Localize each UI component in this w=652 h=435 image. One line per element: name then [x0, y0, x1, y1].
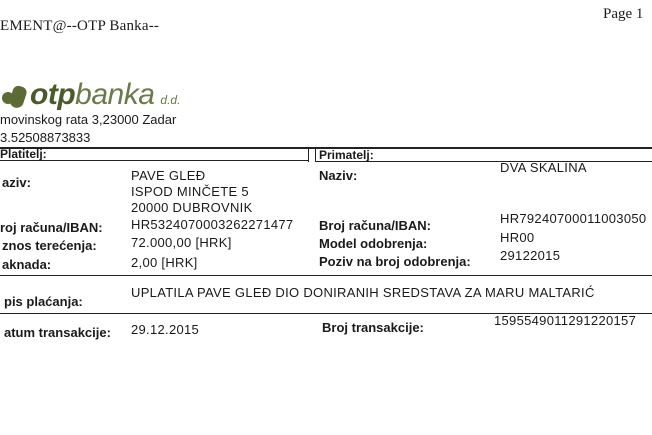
recipient-name-value: DVA SKALINA — [500, 160, 587, 175]
description-top-rule — [0, 275, 652, 276]
payer-amount-label: znos terećenja: — [2, 238, 97, 253]
recipient-account-label: Broj računa/IBAN: — [319, 218, 431, 233]
recipient-reference-value: 29122015 — [500, 248, 561, 263]
payer-section-label: Platitelj: — [0, 147, 47, 161]
bank-oib: 3.52508873833 — [0, 130, 91, 145]
recipient-name-label: Naziv: — [319, 168, 358, 183]
transaction-number-value: 1595549011291220157 — [494, 313, 637, 328]
transaction-date-label: atum transakcije: — [4, 325, 111, 340]
recipient-model-value: HR00 — [500, 230, 535, 245]
payer-account-value: HR5324070003262271477 — [131, 217, 294, 232]
payer-name-line-3: 20000 DUBROVNIK — [131, 200, 253, 215]
payer-name-line-2: ISPOD MINČETE 5 — [131, 184, 249, 199]
logo-text-banka: banka — [75, 78, 155, 111]
otp-logo-icon — [2, 84, 26, 110]
recipient-account-value: HR79240700011003050 — [500, 211, 647, 226]
recipient-box-left-edge — [315, 147, 316, 162]
recipient-reference-label: Poziv na broj odobrenja: — [319, 254, 471, 269]
payer-name-line-1: PAVE GLEĐ — [131, 168, 206, 183]
payer-amount-value: 72.000,00 [HRK] — [131, 235, 232, 250]
payer-name-label: aziv: — [2, 175, 31, 190]
payer-account-label: roj računa/IBAN: — [0, 220, 103, 235]
page-number: Page 1 — [603, 6, 644, 22]
transaction-date-value: 29.12.2015 — [131, 322, 200, 337]
transaction-number-label: Broj transakcije: — [322, 320, 424, 335]
payment-description-label: pis plaćanja: — [4, 294, 83, 309]
recipient-section-label: Primatelj: — [319, 148, 374, 162]
logo-text-otp: otp — [30, 78, 76, 111]
payer-box-right-edge — [308, 147, 309, 162]
payment-description-value: UPLATILA PAVE GLEĐ DIO DONIRANIH SREDSTAVA ZA MARU MALTARIĆ — [131, 285, 595, 300]
document-header: EMENT@--OTP Banka-- — [0, 18, 160, 34]
payer-fee-label: aknada: — [2, 257, 52, 272]
bank-logo — [2, 80, 180, 110]
bank-address: movinskog rata 3,23000 Zadar — [0, 112, 177, 127]
recipient-model-label: Model odobrenja: — [319, 236, 428, 251]
payer-fee-value: 2,00 [HRK] — [131, 255, 198, 270]
logo-text-dd: d.d. — [160, 93, 181, 107]
